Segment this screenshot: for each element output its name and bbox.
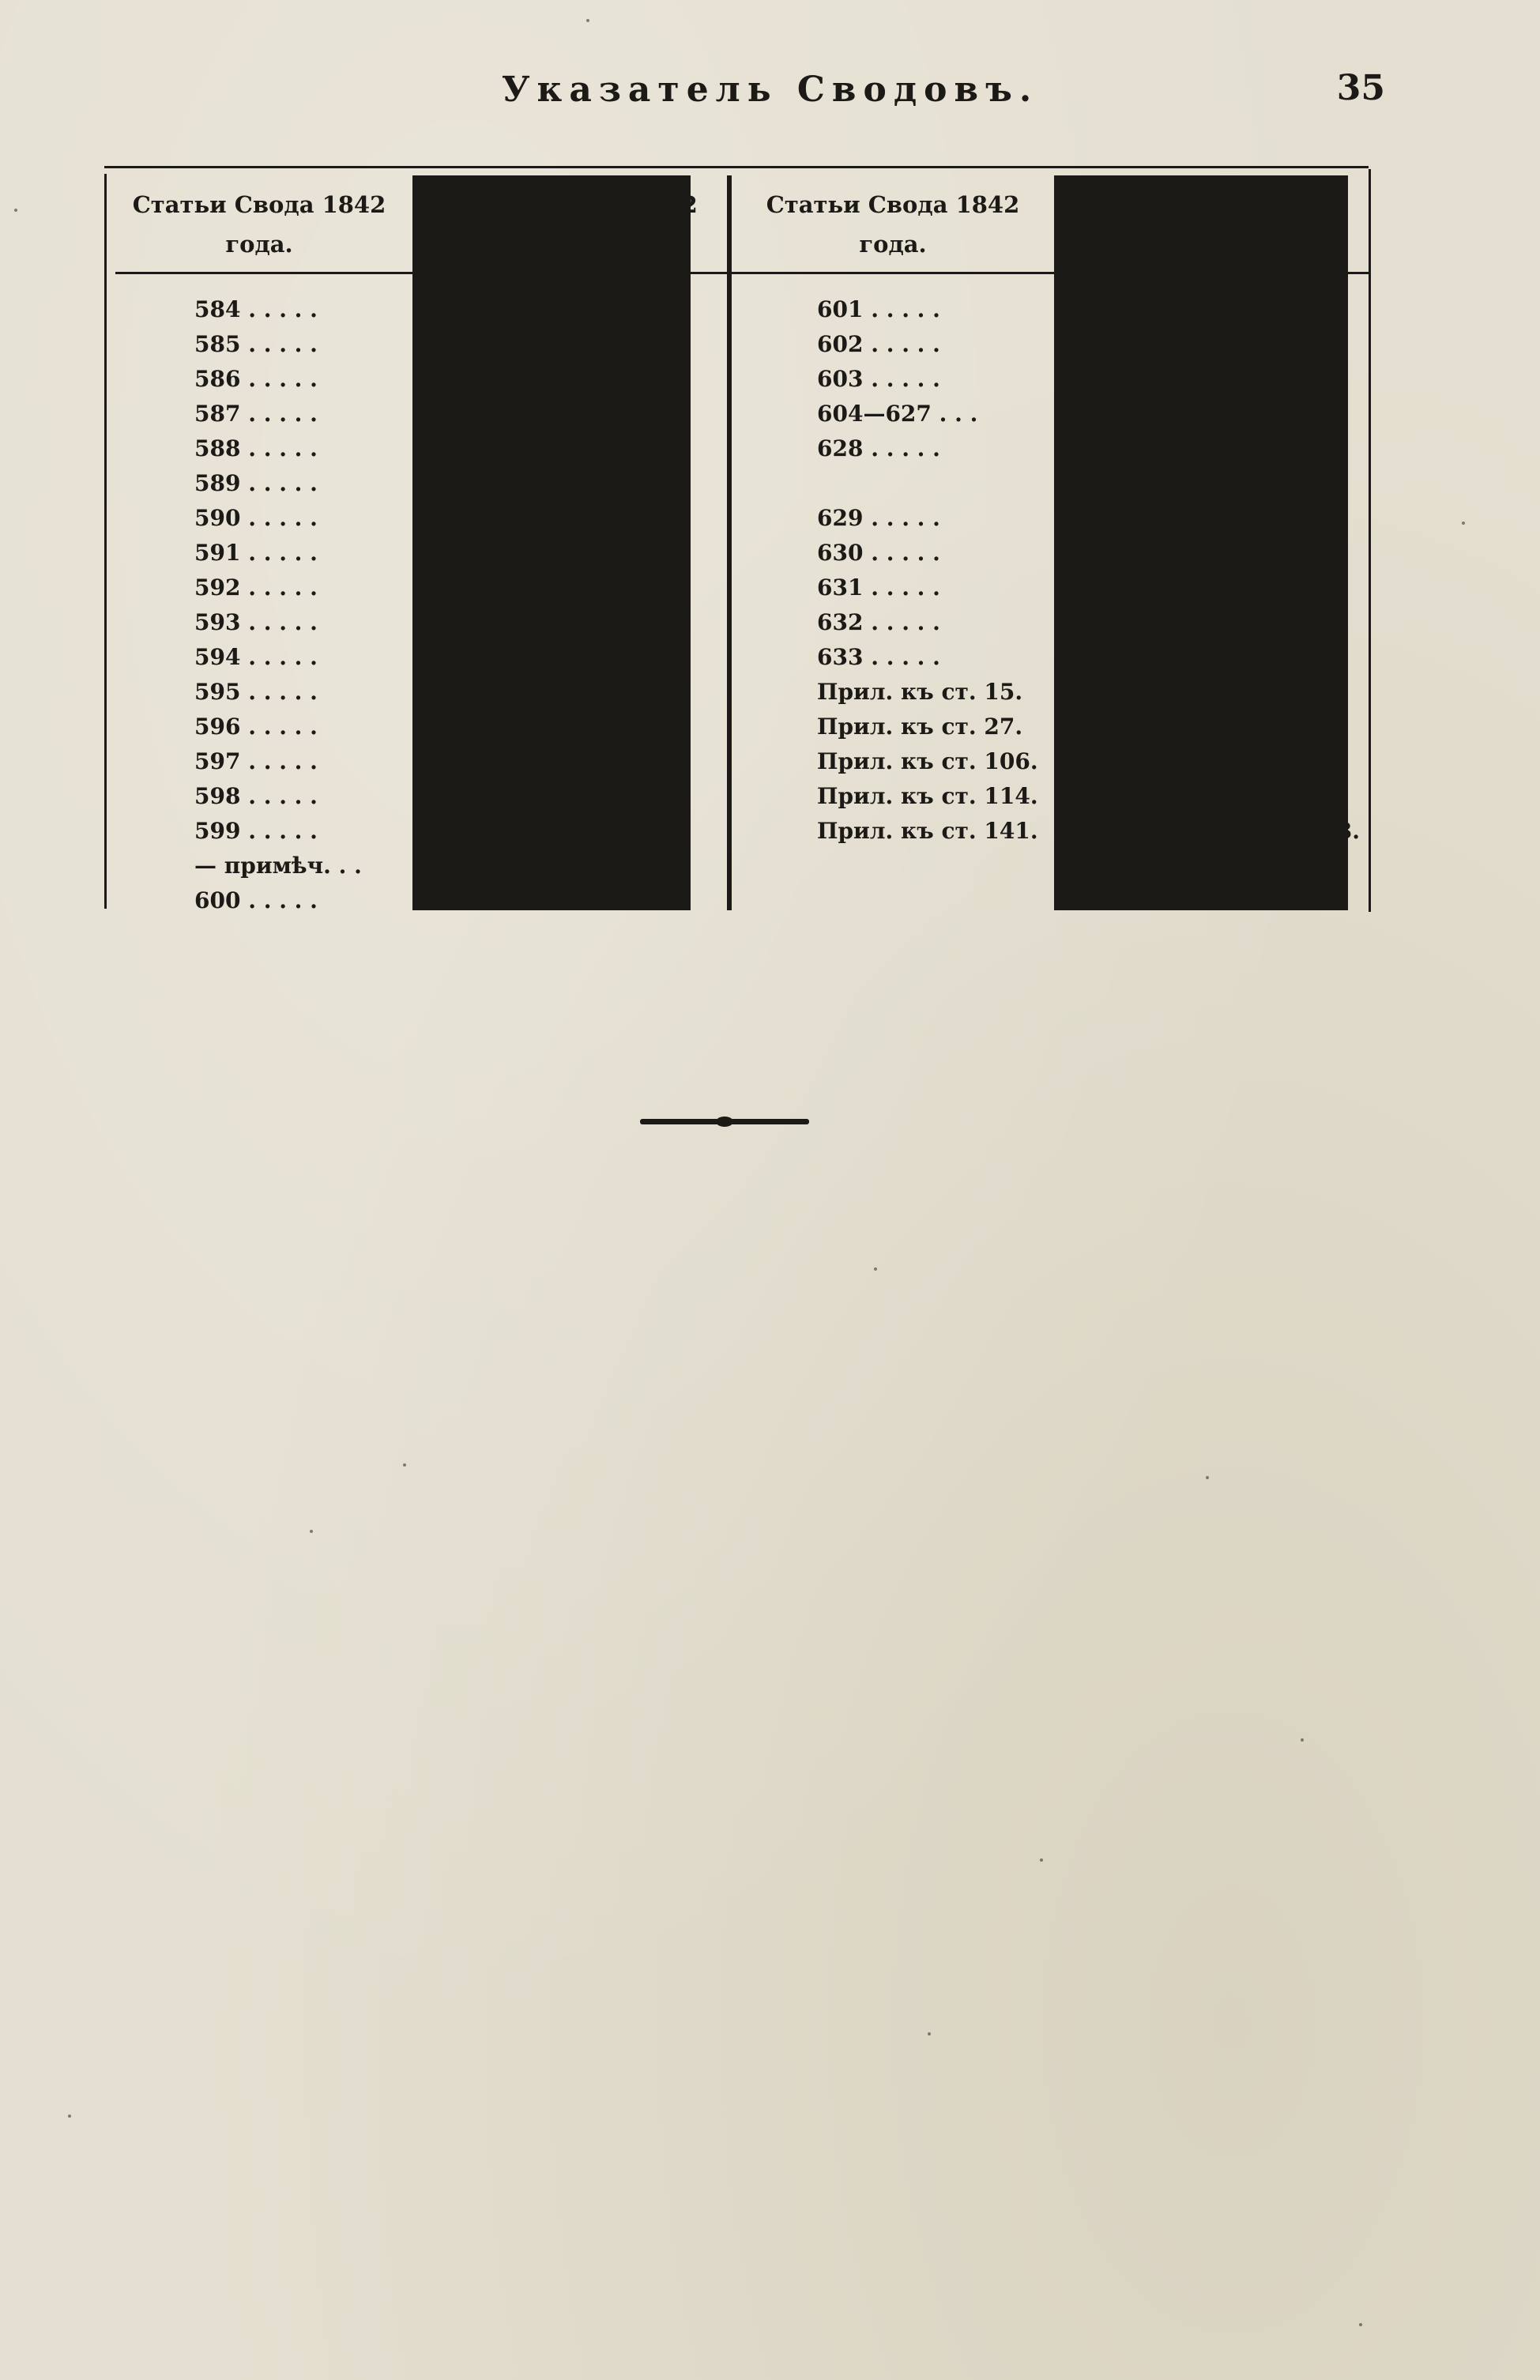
article-1832: — — 587. — [1071, 748, 1185, 774]
article-1832: — — 49. — [444, 714, 543, 740]
table-row — [96, 397, 1376, 431]
article-1842: 604—627 . . . — [817, 401, 978, 427]
article-1832: — — 222. — [1071, 609, 1185, 635]
article-1832: — — 55. — [1071, 331, 1170, 357]
article-1842: 589 . . . . . — [194, 470, 318, 496]
article-1832: — — 45. — [444, 574, 543, 601]
article-1842: 585 . . . . . — [194, 331, 318, 357]
article-1842: 603 . . . . . — [817, 366, 940, 392]
article-1842: 591 . . . . . — [194, 540, 318, 566]
article-1842: 632 . . . . . — [817, 609, 940, 635]
table-row — [96, 536, 1376, 571]
article-1842: 595 . . . . . — [194, 679, 318, 705]
page-number: 35 — [1336, 68, 1385, 108]
paper-speck — [14, 209, 17, 212]
table-row — [96, 779, 1376, 814]
column-header-1842-left — [106, 185, 412, 264]
paper-speck — [310, 1530, 313, 1533]
article-1832: — — 220. — [1071, 540, 1185, 566]
table-row — [96, 501, 1376, 536]
column-header-line-1: Статьи Свода 1842 — [766, 191, 1020, 218]
article-1832: — — 46. — [444, 609, 543, 635]
article-1832: — — 52. — [444, 818, 543, 844]
article-1842: 588 . . . . . — [194, 435, 318, 461]
article-1832: — — 50. — [444, 748, 543, 774]
article-1832: — — — примѣч. — [444, 853, 641, 879]
column-header-line-2: года. — [537, 231, 605, 258]
table-row — [96, 675, 1376, 710]
article-1842: 587 . . . . . — [194, 401, 318, 427]
paper-speck — [874, 1267, 877, 1271]
article-1842: Прил. къ ст. 27. — [817, 714, 1023, 740]
column-header-line-1: Статьи Свода 1832 — [444, 191, 698, 218]
article-1832: Учр. Губ. ст. 3656, — [1071, 435, 1308, 461]
paper-speck — [1206, 1476, 1209, 1479]
table-row — [96, 710, 1376, 744]
article-1842: 630 . . . . . — [817, 540, 940, 566]
article-1842: Прил. къ ст. 141. — [817, 818, 1038, 844]
table-row — [96, 883, 1376, 918]
article-1832: — — 42. — [444, 470, 543, 496]
article-1842: 594 . . . . . — [194, 644, 318, 670]
column-header-line-2: года. — [1178, 231, 1247, 258]
article-1842: 600 . . . . . — [194, 887, 318, 913]
article-1842: 601 . . . . . — [817, 296, 940, 322]
article-1842: 629 . . . . . — [817, 505, 940, 531]
article-1842: 628 . . . . . — [817, 435, 940, 461]
article-1842: 586 . . . . . — [194, 366, 318, 392]
article-1842: 590 . . . . . — [194, 505, 318, 531]
table-top-rule — [104, 166, 1369, 168]
running-title: Указатель Сводовъ. — [501, 70, 1039, 110]
article-1842: 597 . . . . . — [194, 748, 318, 774]
article-1842: 631 . . . . . — [817, 574, 940, 601]
paper-speck — [1040, 1858, 1043, 1862]
paper-speck — [1301, 1738, 1304, 1742]
article-1832: — — 44. — [444, 540, 543, 566]
article-1832: Уст. Пов. 511, прил. — [1071, 679, 1331, 705]
article-1842: — примѣч. . . — [194, 853, 362, 879]
article-1832: — — 41. — [444, 435, 543, 461]
table-row — [96, 640, 1376, 675]
article-1842: 602 . . . . . — [817, 331, 940, 357]
column-header-line-1: Статьи Свода 1842 — [132, 191, 386, 218]
paper-speck — [1462, 522, 1465, 525]
article-1832: — — 54. — [1071, 296, 1170, 322]
paper-speck — [928, 2032, 931, 2035]
table-row — [96, 327, 1376, 362]
table-row — [96, 849, 1376, 883]
paper-speck — [586, 19, 589, 22]
article-1842: 592 . . . . . — [194, 574, 318, 601]
article-1832: 520, прил. — [1071, 714, 1205, 740]
column-header-1832-left — [415, 185, 727, 264]
article-1832: — — 56. — [1071, 366, 1170, 392]
section-end-ornament — [640, 1119, 809, 1124]
article-1832: — — 38. — [444, 331, 543, 357]
article-1832: Новыя. — [1071, 401, 1169, 427]
article-1832: — — 37. — [444, 296, 543, 322]
article-1832: — — 53. — [444, 887, 543, 913]
article-1842: Прил. къ ст. 106. — [817, 748, 1038, 774]
column-header-line-2: года. — [225, 231, 293, 258]
article-1842: 596 . . . . . — [194, 714, 318, 740]
article-1832: — — 219. — [1071, 505, 1185, 531]
column-header-line-2: года. — [859, 231, 927, 258]
article-1842: 593 . . . . . — [194, 609, 318, 635]
article-1832: — — 39. — [444, 366, 543, 392]
article-1832: — — 43. — [444, 505, 543, 531]
table-row — [96, 571, 1376, 605]
article-1842: 599 . . . . . — [194, 818, 318, 844]
article-1832: — — 40. — [444, 401, 543, 427]
article-1832: — — 221. — [1071, 574, 1185, 601]
table-row — [96, 431, 1376, 466]
table-row — [96, 362, 1376, 397]
article-1832: — — 48. — [444, 679, 543, 705]
table-row — [96, 292, 1376, 327]
paper-speck — [68, 2115, 71, 2118]
article-1832: — — 47. — [444, 644, 543, 670]
table-row — [96, 466, 1376, 501]
article-1832: прил. п. 218. — [1071, 470, 1237, 496]
article-1842: 584 . . . . . — [194, 296, 318, 322]
table-row — [96, 605, 1376, 640]
article-1842: Прил. къ ст. 15. — [817, 679, 1023, 705]
table-row — [96, 814, 1376, 849]
column-header-line-1: Статьи Свода 1832 — [1086, 191, 1339, 218]
article-1832: — — 501. — [1071, 783, 1185, 809]
paper-speck — [403, 1463, 406, 1467]
column-header-1842-right — [732, 185, 1054, 264]
article-1842: 598 . . . . . — [194, 783, 318, 809]
paper-speck — [1359, 2323, 1362, 2326]
article-1832: — — 223. — [1071, 644, 1185, 670]
article-1832: Учр. Губ. 688, прил. 3. — [1071, 818, 1360, 844]
column-header-1832-right — [1056, 185, 1369, 264]
article-1832: — — 51. — [444, 783, 543, 809]
article-1842: Прил. къ ст. 114. — [817, 783, 1038, 809]
article-1842: 633 . . . . . — [817, 644, 940, 670]
table-row — [96, 744, 1376, 779]
